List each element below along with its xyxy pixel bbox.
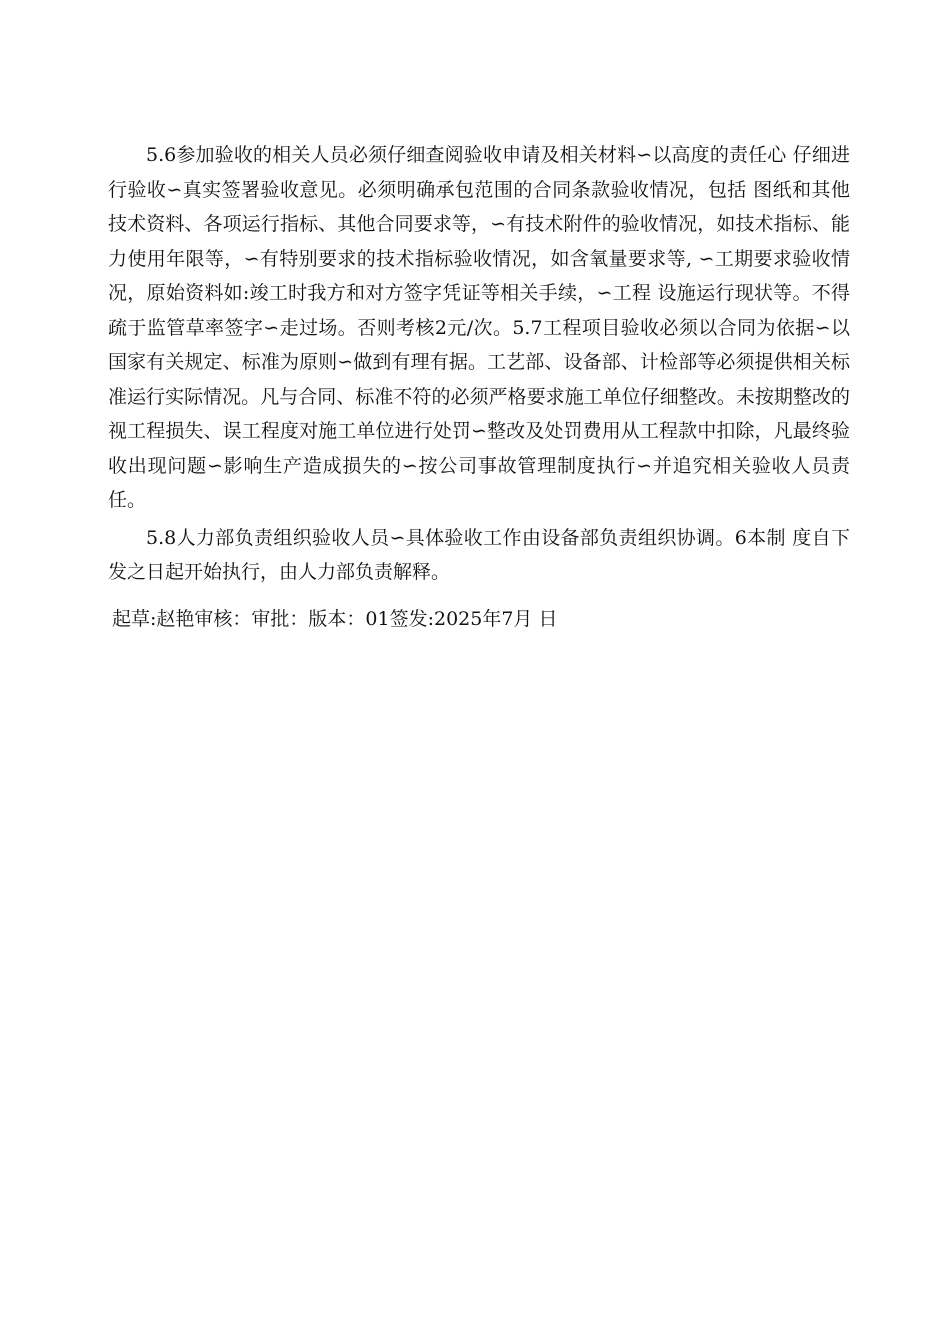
signoff-line: 起草:赵艳审核：审批：版本：01签发:2025年7月 日 [112, 607, 558, 630]
document-page [108, 138, 850, 636]
paragraph-5-6: 5.6参加验收的相关人员必须仔细查阅验收申请及相关材料∽以高度的责任心 仔细进行验收∽真实签署验收意见。必须明确承包范围的合同条款验收情况，包括 图纸和其他技术资料、各项运行指标、其他合同要求等，∽有技术附件的验收情况，如技术指标、能力使用年限等，∽有特别要求的技术指标验收情况，如含氧量要求等, ∽工期要求验收情况，原始资料如:竣工时我方和对方签字凭证等相关手续，∽工程 设施运行现状等。不得疏于监管草率签字∽走过场。否则考核2元/次。5.7工程项目验收必须以合同为依据∽以国家有关规定、标准为原则∽做到有理有据。工艺部、设备部、计检部等必须提供相关标准运行实际情况。凡与合同、标准不符的必须严格要求施工单位仔细整改。未按期整改的视工程损失、误工程度对施工单位进行处罚∽整改及处罚费用从工程款中扣除，凡最终验收出现问题∽影响生产造成损失的∽按公司事故管理制度执行∽并追究相关验收人员责任。 [108, 144, 850, 511]
paragraph-5-8: 5.8人力部负责组织验收人员∽具体验收工作由设备部负责组织协调。6本制 度自下发之日起开始执行，由人力部负责解释。 [108, 526, 850, 583]
